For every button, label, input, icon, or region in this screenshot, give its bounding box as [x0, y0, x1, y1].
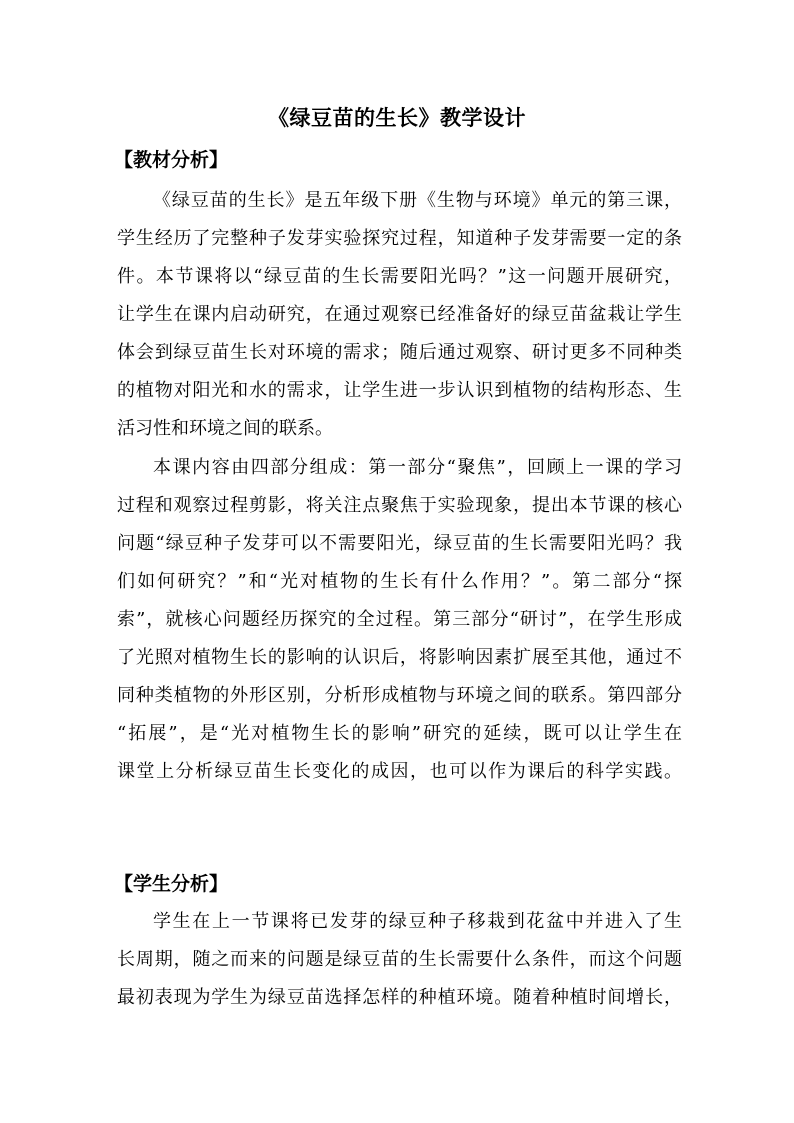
paragraph-line: 体会到绿豆苗生长对环境的需求；随后通过观察、研讨更多不同种类: [117, 342, 682, 363]
paragraph-line: “拓展”，是“光对植物生长的影响”研究的延续，既可以让学生在: [117, 723, 682, 744]
paragraph-line: 问题“绿豆种子发芽可以不需要阳光，绿豆苗的生长需要阳光吗？我: [117, 533, 682, 554]
paragraph-line: 学生在上一节课将已发芽的绿豆种子移栽到花盆中并进入了生: [153, 911, 682, 932]
document-title: 《绿豆苗的生长》教学设计: [268, 105, 526, 130]
paragraph-line: 本课内容由四部分组成：第一部分“聚焦”，回顾上一课的学习: [153, 457, 682, 478]
paragraph-line: 让学生在课内启动研究，在通过观察已经准备好的绿豆苗盆栽让学生: [117, 304, 682, 325]
section-heading-textbook-analysis: 【教材分析】: [114, 149, 229, 171]
paragraph-line: 学生经历了完整种子发芽实验探究过程，知道种子发芽需要一定的条: [117, 228, 682, 249]
paragraph-line: 活习性和环境之间的联系。: [117, 418, 333, 439]
paragraph-line: 长周期，随之而来的问题是绿豆苗的生长需要什么条件，而这个问题: [117, 949, 682, 970]
paragraph-line: 们如何研究？”和“光对植物的生长有什么作用？”。第二部分“探: [117, 571, 682, 592]
paragraph-line: 最初表现为学生为绿豆苗选择怎样的种植环境。随着种植时间增长，: [117, 987, 682, 1008]
section-heading-student-analysis: 【学生分析】: [114, 873, 229, 895]
paragraph-line: 《绿豆苗的生长》是五年级下册《生物与环境》单元的第三课，: [153, 190, 682, 211]
paragraph-line: 课堂上分析绿豆苗生长变化的成因，也可以作为课后的科学实践。: [117, 761, 682, 782]
paragraph-line: 同种类植物的外形区别，分析形成植物与环境之间的联系。第四部分: [117, 685, 682, 706]
paragraph-line: 件。本节课将以“绿豆苗的生长需要阳光吗？”这一问题开展研究，: [117, 266, 682, 287]
paragraph-line: 了光照对植物生长的影响的认识后，将影响因素扩展至其他，通过不: [117, 647, 682, 668]
paragraph-line: 过程和观察过程剪影，将关注点聚焦于实验现象，提出本节课的核心: [117, 495, 682, 516]
paragraph-line: 的植物对阳光和水的需求，让学生进一步认识到植物的结构形态、生: [117, 380, 682, 401]
paragraph-line: 索”，就核心问题经历探究的全过程。第三部分“研讨”，在学生形成: [117, 609, 682, 630]
